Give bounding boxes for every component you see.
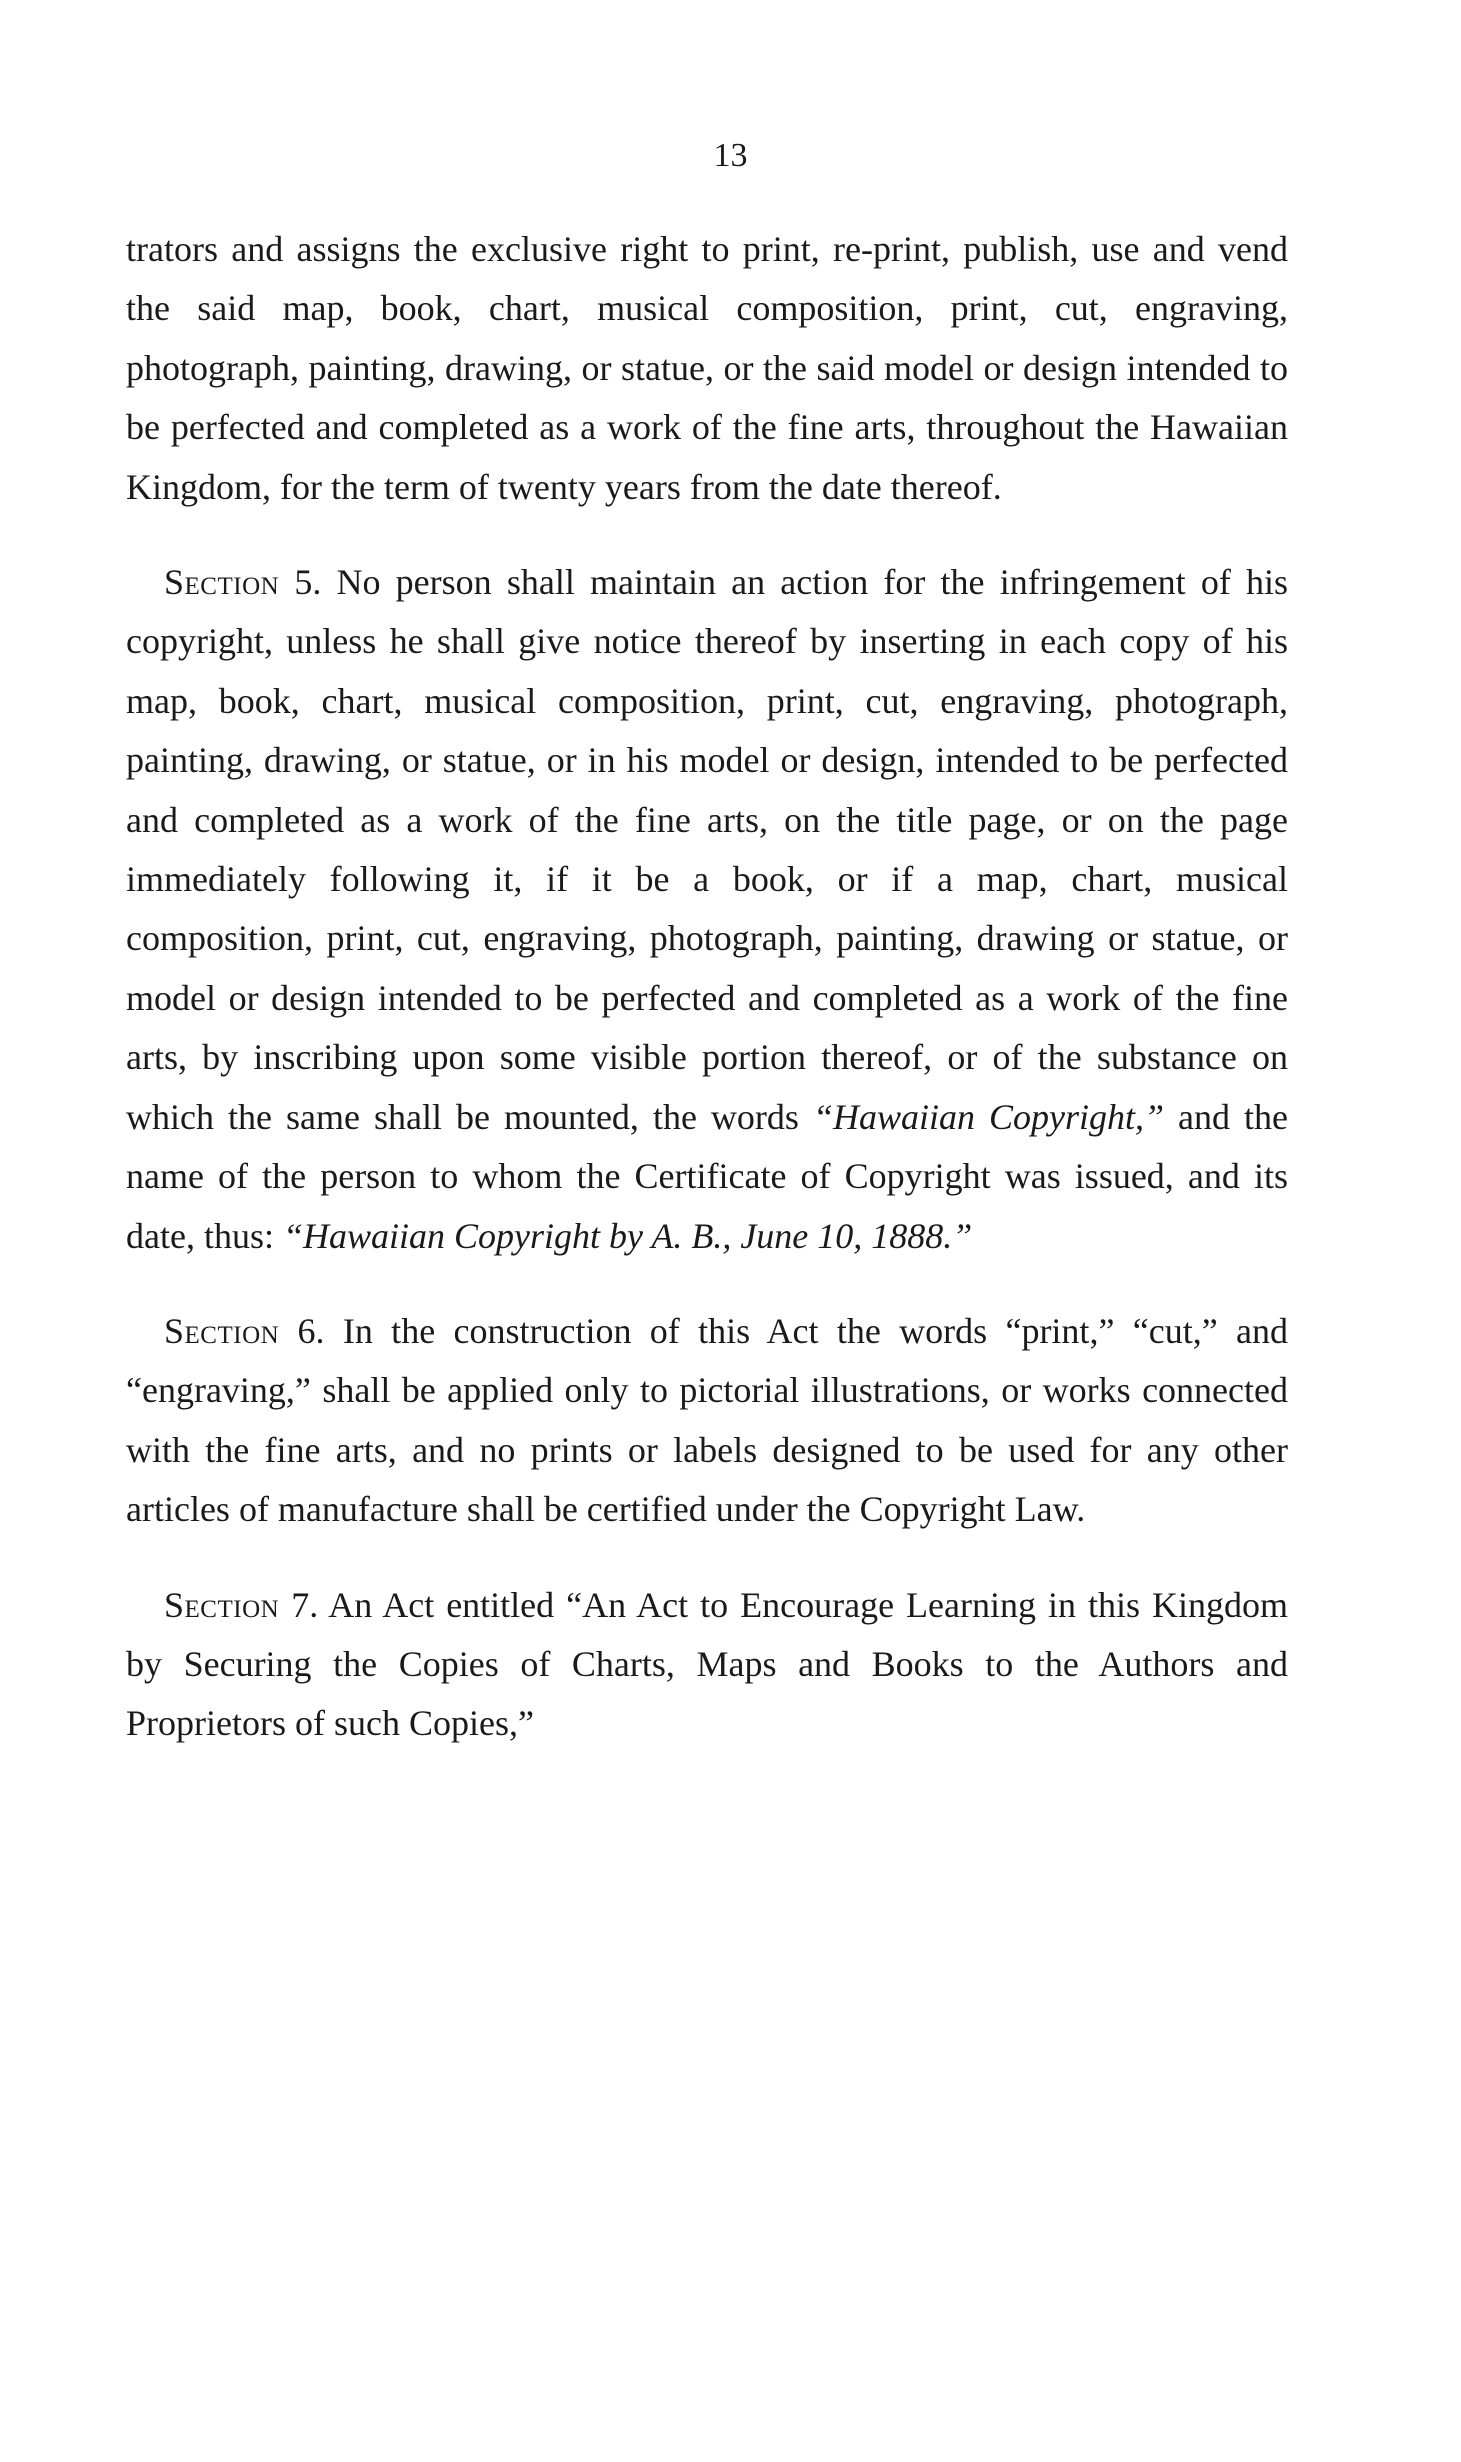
italic-phrase: “Hawaiian Copyright by A. B., June 10, 1888.” (282, 1215, 973, 1256)
section-number: 5. (294, 562, 322, 603)
section-number: 7. (291, 1584, 319, 1625)
paragraph-section-6 (126, 1302, 1288, 1540)
paragraph-text: In the construction of this Act the words “print,” “cut,” and “engraving,” shall be applied only to pictorial illustrations, or works connected with the fine arts, and no prints or labels designed to be used for any other articles of manufacture shall be certified under the Copyright Law. (126, 1310, 1289, 1530)
section-label: Section (164, 1310, 280, 1351)
paragraph-text: No person shall maintain an action for the infringement of his copyright, unless he shall give notice thereof by inserting in each copy of his map, book, chart, musical composition, print, cut, engraving, photograph, painting, drawing, or statue, or in his model or design, intended to be perfected and completed as a work of the fine arts, on the title page, or on the page immediately following it, if it be a book, or if a map, chart, musical composition, print, cut, engraving, photograph, painting, drawing or statue, or model or design intended to be perfected and completed as a work of the fine arts, by inscribing upon some visible portion thereof, or of the substance on which the same shall be mounted, the words (126, 562, 1288, 1137)
page-number: 13 (713, 137, 748, 174)
paragraph-text: trators and assigns the exclusive right to print, re-print, publish, use and vend the said map, book, chart, musical composition, print, cut, engraving, photograph, painting, drawing, or statue, or the said model or design intended to be perfected and completed as a work of the fine arts, throughout the Hawaiian Kingdom, for the term of twenty years from the date thereof. (126, 229, 1288, 507)
body-text (126, 220, 1288, 1790)
paragraph-text: and the name of the person to whom the Certificate of Copyright was issued, and its date, thus: (126, 1096, 1289, 1256)
section-label: Section (164, 1584, 280, 1625)
paragraph-continuation (126, 220, 1288, 517)
paragraph-section-5 (126, 553, 1288, 1266)
paragraph-text: An Act entitled “An Act to Encourage Learning in this Kingdom by Securing the Copies of Charts, Maps and Books to the Authors and Proprietors of such Copies,” (126, 1584, 1289, 1744)
italic-phrase: “Hawaiian Copyright,” (812, 1096, 1165, 1137)
paragraph-section-7 (126, 1576, 1288, 1754)
section-number: 6. (297, 1310, 325, 1351)
section-label: Section (164, 562, 280, 603)
